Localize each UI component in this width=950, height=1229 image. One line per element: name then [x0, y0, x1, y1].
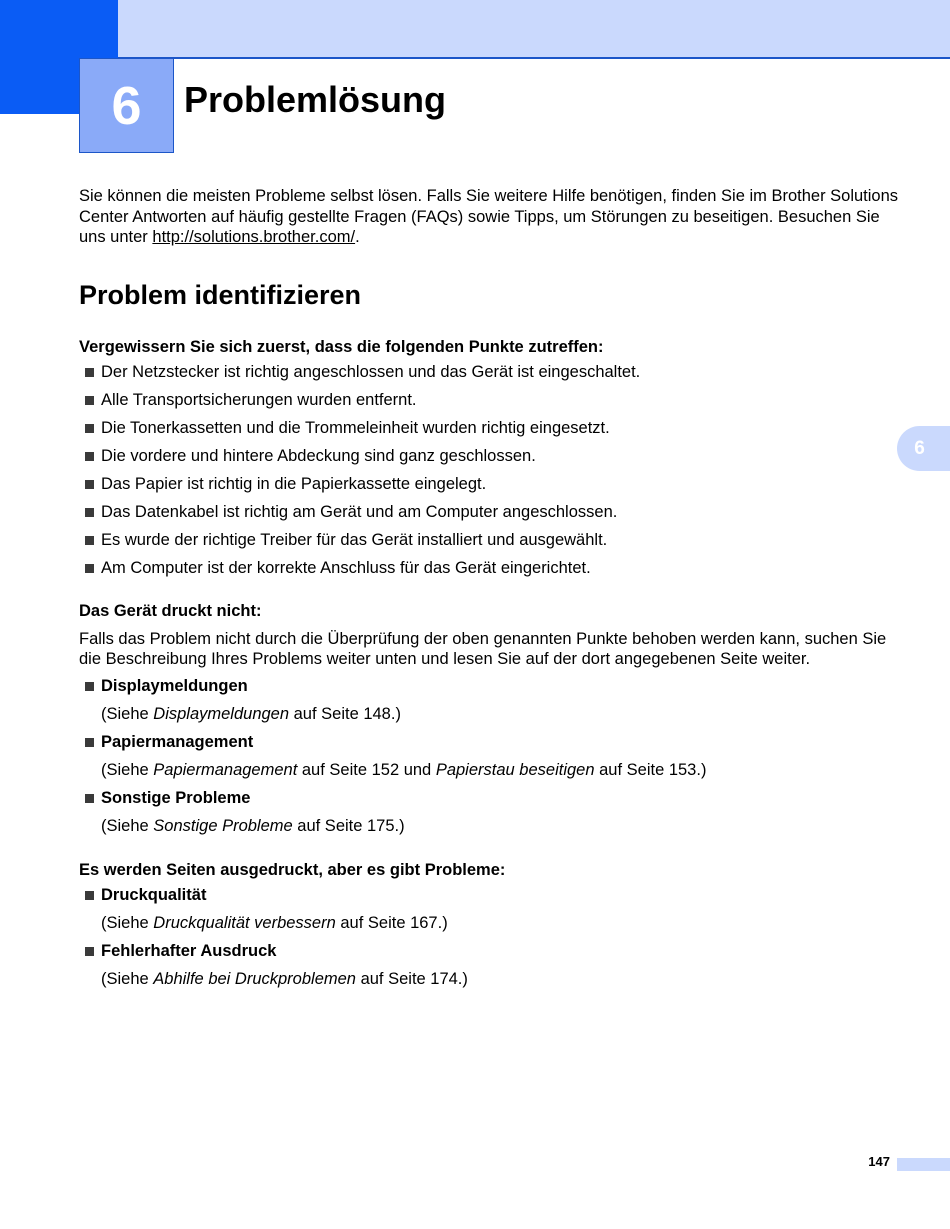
chapter-number-box	[79, 58, 174, 153]
no-print-list	[79, 784, 899, 812]
header-band	[0, 0, 950, 58]
header-rule	[118, 57, 950, 59]
intro-text: Sie können die meisten Probleme selbst lösen. Falls Sie weitere Hilfe benötigen, finden Sie im Brother Solutions Center Antworten auf häufig gestellte Fragen (FAQs) sowie Tipps, um Störungen zu beseitigen. Besuchen Sie uns unter	[79, 187, 899, 246]
reference-title[interactable]: Displaymeldungen	[153, 704, 290, 723]
reference-title[interactable]: Papierstau beseitigen	[435, 760, 595, 779]
reference-title[interactable]: Abhilfe bei Druckproblemen	[153, 969, 356, 988]
reference-title[interactable]: Druckqualität verbessern	[153, 913, 336, 932]
bullet-square-icon	[85, 424, 94, 433]
print-problems-list	[79, 937, 899, 965]
solutions-link[interactable]: http://solutions.brother.com/	[152, 228, 356, 246]
intro-text-end: .	[355, 228, 360, 246]
page-number: 147	[868, 1154, 890, 1169]
page-reference: (Siehe Abhilfe bei Druckproblemen auf Seite 174.)	[101, 969, 468, 988]
intro-paragraph	[79, 186, 899, 248]
no-print-paragraph: Falls das Problem nicht durch die Überprüfung der oben genannten Punkte behoben werden kann, suchen Sie die Beschreibung Ihres Problems weiter unten und lesen Sie auf der dort angegebenen Seite weiter.	[79, 629, 887, 668]
checklist-item: Die Tonerkassetten und die Trommeleinheit wurden richtig eingesetzt.	[79, 414, 899, 442]
bullet-square-icon	[85, 396, 94, 405]
no-print-list	[79, 672, 899, 700]
checklist-item: Der Netzstecker ist richtig angeschlossen und das Gerät ist eingeschaltet.	[79, 358, 899, 386]
section-heading: Problem identifizieren	[79, 279, 362, 310]
bullet-square-icon	[85, 536, 94, 545]
bullet-square-icon	[85, 682, 94, 691]
side-tab-label: 6	[914, 437, 925, 459]
checklist-item: Es wurde der richtige Treiber für das Gerät installiert und ausgewählt.	[79, 526, 899, 554]
page-reference: (Siehe Druckqualität verbessern auf Seite 167.)	[101, 913, 448, 932]
problem-item: Displaymeldungen	[79, 672, 899, 700]
bullet-square-icon	[85, 452, 94, 461]
checklist	[79, 358, 899, 582]
problem-item: Fehlerhafter Ausdruck	[79, 937, 899, 965]
chapter-side-tab	[897, 426, 950, 471]
checklist-item: Am Computer ist der korrekte Anschluss für das Gerät eingerichtet.	[79, 554, 899, 582]
chapter-number: 6	[111, 75, 142, 136]
reference-title[interactable]: Sonstige Probleme	[153, 816, 293, 835]
print-problems-list	[79, 881, 899, 909]
page-reference: (Siehe Displaymeldungen auf Seite 148.)	[101, 704, 401, 723]
reference-title[interactable]: Papiermanagement	[153, 760, 298, 779]
footer-bar	[897, 1158, 950, 1171]
print-problems-heading: Es werden Seiten ausgedruckt, aber es gibt Probleme:	[79, 860, 506, 879]
bullet-square-icon	[85, 891, 94, 900]
checklist-item: Das Datenkabel ist richtig am Gerät und am Computer angeschlossen.	[79, 498, 899, 526]
checklist-heading: Vergewissern Sie sich zuerst, dass die folgenden Punkte zutreffen:	[79, 337, 604, 356]
bullet-square-icon	[85, 508, 94, 517]
checklist-item: Das Papier ist richtig in die Papierkassette eingelegt.	[79, 470, 899, 498]
bullet-square-icon	[85, 738, 94, 747]
problem-item: Druckqualität	[79, 881, 899, 909]
bullet-square-icon	[85, 947, 94, 956]
no-print-heading: Das Gerät druckt nicht:	[79, 601, 262, 620]
problem-item: Sonstige Probleme	[79, 784, 899, 812]
page-content	[79, 186, 899, 993]
no-print-list	[79, 728, 899, 756]
bullet-square-icon	[85, 564, 94, 573]
checklist-item: Alle Transportsicherungen wurden entfernt.	[79, 386, 899, 414]
bullet-square-icon	[85, 480, 94, 489]
bullet-square-icon	[85, 368, 94, 377]
problem-item: Papiermanagement	[79, 728, 899, 756]
chapter-title: Problemlösung	[184, 79, 447, 120]
bullet-square-icon	[85, 794, 94, 803]
page-reference: (Siehe Sonstige Probleme auf Seite 175.)	[101, 816, 405, 835]
checklist-item: Die vordere und hintere Abdeckung sind ganz geschlossen.	[79, 442, 899, 470]
page-reference: (Siehe Papiermanagement auf Seite 152 und Papierstau beseitigen auf Seite 153.)	[101, 760, 707, 779]
